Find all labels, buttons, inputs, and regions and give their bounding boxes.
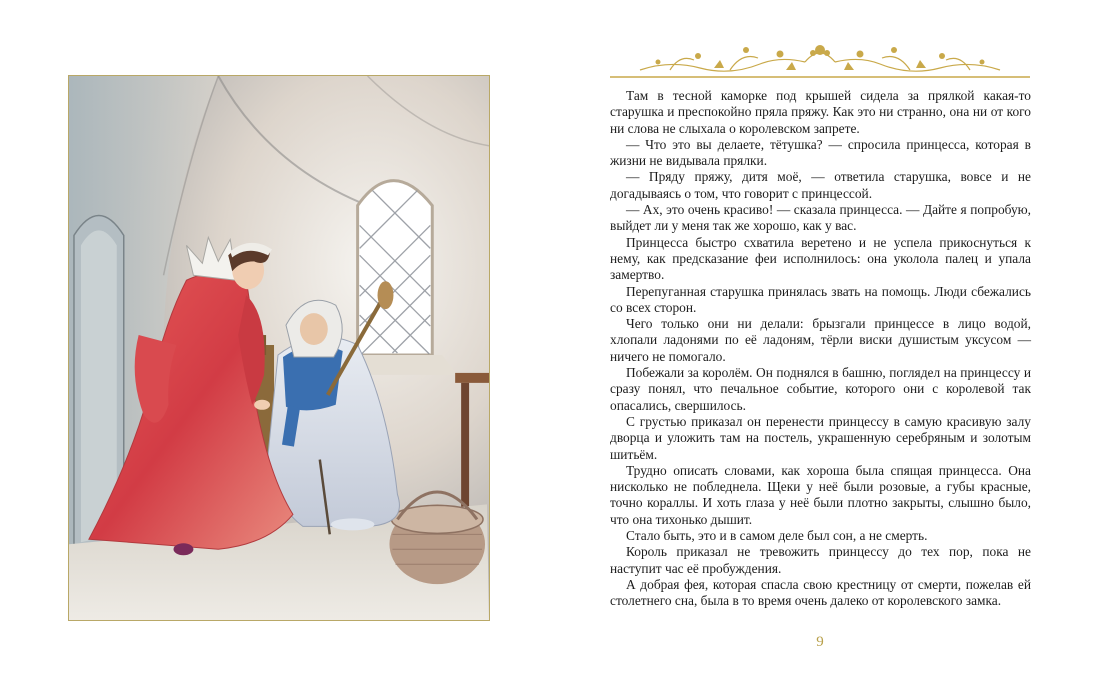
paragraph: — Ах, это очень красиво! — сказала принцесса. — Дайте я попробую, выйдет ли у меня так же хорошо, как у вас.	[610, 202, 1031, 234]
page-number: 9	[816, 634, 824, 650]
paragraph: Там в тесной каморке под крышей сидела за прялкой какая-то старушка и преспокойно пряла пряжу. Как это ни странно, она ни от кого ни слова не слыхала о королевском запрете.	[610, 88, 1031, 136]
paragraph: Чего только они ни делали: брызгали принцессе в лицо водой, хлопали ладонями по её ладоням, тёрли виски душистым уксусом — ничего не помогало.	[610, 316, 1031, 364]
paragraph: Принцесса быстро схватила веретено и не успела прикоснуться к нему, как предсказание феи исполнилось: она уколола палец и упала замертво.	[610, 234, 1031, 283]
paragraph: С грустью приказал он перенести принцессу в самую красивую залу дворца и уложить там на постель, украшенную серебряным и золотым шитьём.	[610, 413, 1031, 462]
paragraph: Стало быть, это и в самом деле был сон, а не смерть.	[626, 528, 928, 544]
ornament-icon	[610, 40, 1030, 80]
paragraph: Перепуганная старушка принялась звать на помощь. Люди сбежались со всех сторон.	[610, 283, 1031, 315]
paragraph: Побежали за королём. Он поднялся в башню, поглядел на принцессу и сразу понял, что печальное событие, которого они с королевой так опасались, свершилось.	[610, 365, 1031, 413]
paragraph: Трудно описать словами, как хороша была спящая принцесса. Она нисколько не побледнела. Щеки у неё были розовые, а губы красные, точно кораллы. И хоть глаза у неё были плотно закрыты, слышно было, что она тихонько дышит.	[610, 462, 1031, 527]
illustration-drawing	[69, 76, 489, 620]
paragraph: А добрая фея, которая спасла свою крестницу от смерти, пожелав ей столетнего сна, была в то время очень далеко от королевского замка.	[610, 576, 1031, 609]
paragraph: — Что это вы делаете, тётушка? — спросила принцесса, которая в жизни не видывала прялки.	[610, 136, 1031, 169]
story-text	[610, 88, 1031, 610]
paragraph: — Пряду пряжу, дитя моё, — ответила старушка, вовсе и не догадываясь о том, что говорит с принцессой.	[610, 169, 1031, 201]
paragraph: Король приказал не тревожить принцессу до тех пор, пока не наступит час её пробуждения.	[610, 544, 1031, 576]
illustration-princess-spinning-wheel	[68, 75, 490, 621]
floral-header-ornament	[610, 40, 1030, 80]
